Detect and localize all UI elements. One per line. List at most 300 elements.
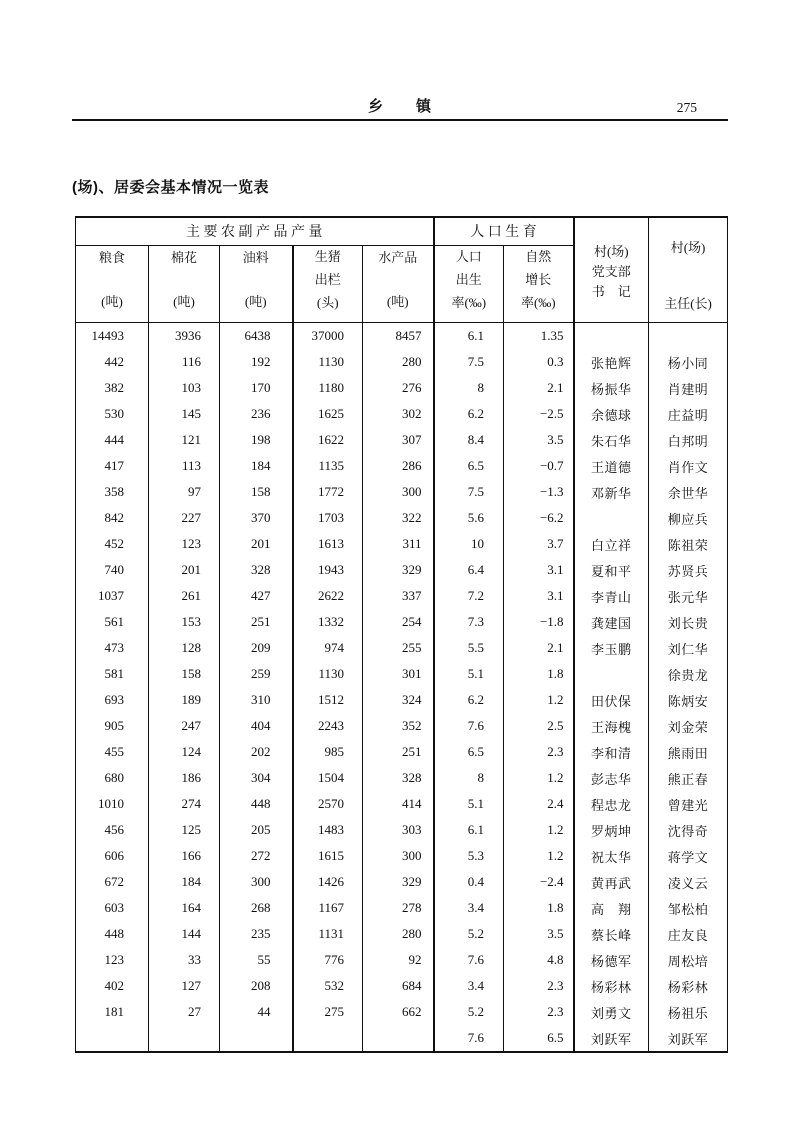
cell-value: 2.1 (504, 375, 574, 401)
table-row (76, 479, 728, 505)
cell-value: 304 (220, 765, 293, 791)
cell-name: 蔡长峰 (574, 921, 649, 947)
cell-value: 1625 (293, 401, 363, 427)
cell-value: 247 (149, 713, 220, 739)
cell-value: 124 (149, 739, 220, 765)
cell-name: 刘金荣 (649, 713, 728, 739)
cell-name (574, 661, 649, 687)
table-row (76, 531, 728, 557)
cell-name: 周松培 (649, 947, 728, 973)
cell-value: 4.8 (504, 947, 574, 973)
cell-value: 125 (149, 817, 220, 843)
cell-value: 236 (220, 401, 293, 427)
cell-name: 曾建光 (649, 791, 728, 817)
header-line: 率(‰) (451, 294, 487, 310)
header-line: 水产品 (378, 249, 418, 265)
cell-value: 693 (76, 687, 149, 713)
cell-value: 414 (363, 791, 434, 817)
cell-value: 184 (149, 869, 220, 895)
col-header-director (649, 217, 728, 323)
cell-value: 1.2 (504, 817, 574, 843)
cell-value: 606 (76, 843, 149, 869)
cell-name: 邓新华 (574, 479, 649, 505)
cell-value: 442 (76, 349, 149, 375)
cell-value: 1483 (293, 817, 363, 843)
cell-value: 444 (76, 427, 149, 453)
header-rule (72, 119, 728, 121)
cell-value: 530 (76, 401, 149, 427)
cell-value: 301 (363, 661, 434, 687)
village-stats-table (75, 216, 728, 1053)
cell-value (363, 1025, 434, 1052)
cell-value: 1.35 (504, 323, 574, 350)
cell-value: 3.1 (504, 557, 574, 583)
table-row (76, 999, 728, 1025)
cell-value: 2.3 (504, 999, 574, 1025)
table-row (76, 739, 728, 765)
cell-value: 5.1 (434, 791, 504, 817)
cell-name: 杨德军 (574, 947, 649, 973)
cell-value: 158 (220, 479, 293, 505)
cell-value: 740 (76, 557, 149, 583)
cell-value: 1703 (293, 505, 363, 531)
cell-value: 3.4 (434, 895, 504, 921)
cell-value: 261 (149, 583, 220, 609)
cell-name: 刘长贵 (649, 609, 728, 635)
cell-value: 581 (76, 661, 149, 687)
cell-value: 662 (363, 999, 434, 1025)
page-number: 275 (676, 100, 697, 115)
cell-value: 123 (76, 947, 149, 973)
cell-value: 153 (149, 609, 220, 635)
table-row (76, 765, 728, 791)
cell-value: 382 (76, 375, 149, 401)
cell-value: 3.7 (504, 531, 574, 557)
cell-value: 2.1 (504, 635, 574, 661)
table-row (76, 687, 728, 713)
cell-value: 8457 (363, 323, 434, 350)
cell-value: 8 (434, 765, 504, 791)
cell-value: 2.4 (504, 791, 574, 817)
cell-value: −6.2 (504, 505, 574, 531)
cell-name: 罗炳坤 (574, 817, 649, 843)
cell-name: 陈炳安 (649, 687, 728, 713)
header-line: 率(‰) (520, 294, 556, 310)
cell-value: 322 (363, 505, 434, 531)
cell-value: 37000 (293, 323, 363, 350)
table-row (76, 375, 728, 401)
cell-value: 121 (149, 427, 220, 453)
col-header-grain (76, 245, 149, 322)
cell-name: 杨振华 (574, 375, 649, 401)
cell-value: 328 (220, 557, 293, 583)
cell-value: 2622 (293, 583, 363, 609)
cell-value: 1180 (293, 375, 363, 401)
cell-value: 27 (149, 999, 220, 1025)
cell-value: 329 (363, 869, 434, 895)
cell-value: 358 (76, 479, 149, 505)
cell-value: 116 (149, 349, 220, 375)
cell-name: 王海槐 (574, 713, 649, 739)
cell-value: 280 (363, 921, 434, 947)
table-row (76, 505, 728, 531)
cell-value: 5.6 (434, 505, 504, 531)
cell-name: 程忠龙 (574, 791, 649, 817)
table-header (76, 217, 728, 323)
cell-value: 235 (220, 921, 293, 947)
cell-name: 杨祖乐 (649, 999, 728, 1025)
cell-name: 庄友良 (649, 921, 728, 947)
cell-value: 202 (220, 739, 293, 765)
cell-value: 404 (220, 713, 293, 739)
cell-value: 300 (220, 869, 293, 895)
cell-name: 徐贵龙 (649, 661, 728, 687)
cell-name: 沈得奇 (649, 817, 728, 843)
cell-value: 276 (363, 375, 434, 401)
cell-value: 974 (293, 635, 363, 661)
cell-value: 310 (220, 687, 293, 713)
cell-name (649, 323, 728, 350)
cell-value: 6438 (220, 323, 293, 350)
cell-name: 苏贤兵 (649, 557, 728, 583)
cell-value: 7.6 (434, 947, 504, 973)
header-line: 村(场) (670, 240, 706, 255)
cell-value: 166 (149, 843, 220, 869)
cell-value: 2243 (293, 713, 363, 739)
table-row (76, 583, 728, 609)
cell-name: 杨彩林 (574, 973, 649, 999)
cell-value: 103 (149, 375, 220, 401)
cell-value: 6.2 (434, 401, 504, 427)
cell-name: 田伏保 (574, 687, 649, 713)
header-line: 棉花 (170, 249, 197, 265)
cell-value: 7.6 (434, 1025, 504, 1052)
cell-value: 170 (220, 375, 293, 401)
cell-value: 209 (220, 635, 293, 661)
table-row (76, 973, 728, 999)
cell-value: 2.5 (504, 713, 574, 739)
header-line: 人口 (455, 248, 482, 264)
cell-name: 祝太华 (574, 843, 649, 869)
table-row (76, 557, 728, 583)
cell-value: 905 (76, 713, 149, 739)
cell-name: 张元华 (649, 583, 728, 609)
cell-value: 427 (220, 583, 293, 609)
cell-value: 1943 (293, 557, 363, 583)
cell-value: 181 (76, 999, 149, 1025)
cell-value: 1512 (293, 687, 363, 713)
cell-value: 145 (149, 401, 220, 427)
cell-value: 128 (149, 635, 220, 661)
cell-value: 274 (149, 791, 220, 817)
cell-value: 33 (149, 947, 220, 973)
cell-value: −1.8 (504, 609, 574, 635)
cell-value: 5.2 (434, 999, 504, 1025)
cell-value: 370 (220, 505, 293, 531)
cell-name: 肖建明 (649, 375, 728, 401)
cell-value: 300 (363, 843, 434, 869)
cell-value: 2570 (293, 791, 363, 817)
table-row (76, 635, 728, 661)
cell-value (149, 1025, 220, 1052)
cell-value: 3.5 (504, 427, 574, 453)
table-row (76, 349, 728, 375)
header-line: (吨) (101, 293, 123, 309)
cell-value: 1.2 (504, 843, 574, 869)
cell-value: 6.5 (434, 453, 504, 479)
cell-value: 6.1 (434, 323, 504, 350)
cell-name: 余世华 (649, 479, 728, 505)
cell-value: 302 (363, 401, 434, 427)
cell-value: −0.7 (504, 453, 574, 479)
cell-value: 6.1 (434, 817, 504, 843)
table-row (76, 1025, 728, 1052)
col-header-aquatic (363, 245, 434, 322)
cell-value: 280 (363, 349, 434, 375)
table-row (76, 921, 728, 947)
cell-value: 8.4 (434, 427, 504, 453)
cell-value: 324 (363, 687, 434, 713)
cell-value: 3.1 (504, 583, 574, 609)
cell-value: 7.3 (434, 609, 504, 635)
table-row (76, 895, 728, 921)
cell-value: 227 (149, 505, 220, 531)
cell-value: 311 (363, 531, 434, 557)
cell-value: 352 (363, 713, 434, 739)
cell-name (574, 505, 649, 531)
cell-value: 2.3 (504, 739, 574, 765)
cell-value (293, 1025, 363, 1052)
cell-value: 448 (220, 791, 293, 817)
header-line: 出生 (455, 271, 482, 287)
cell-value: 286 (363, 453, 434, 479)
cell-value: 113 (149, 453, 220, 479)
cell-value: 307 (363, 427, 434, 453)
cell-value: 1010 (76, 791, 149, 817)
cell-value: 127 (149, 973, 220, 999)
cell-value: 1130 (293, 661, 363, 687)
col-header-secretary (574, 217, 649, 323)
cell-value: 337 (363, 583, 434, 609)
cell-name: 张艳辉 (574, 349, 649, 375)
cell-name: 李玉鹏 (574, 635, 649, 661)
cell-value: 1615 (293, 843, 363, 869)
header-line: 出栏 (314, 271, 341, 287)
cell-value: −1.3 (504, 479, 574, 505)
cell-value: 455 (76, 739, 149, 765)
cell-name: 陈祖荣 (649, 531, 728, 557)
cell-value: 275 (293, 999, 363, 1025)
group-header-products: 主 要 农 副 产 品 产 量 (76, 217, 434, 245)
cell-value: 2.3 (504, 973, 574, 999)
col-header-growth-rate (504, 245, 574, 322)
header-line: 党支部 (591, 264, 631, 279)
cell-value: 6.4 (434, 557, 504, 583)
cell-value: 186 (149, 765, 220, 791)
header-line: 增长 (525, 271, 552, 287)
cell-name: 李和清 (574, 739, 649, 765)
cell-value: 3.4 (434, 973, 504, 999)
cell-value: 192 (220, 349, 293, 375)
cell-name: 夏和平 (574, 557, 649, 583)
cell-name: 李青山 (574, 583, 649, 609)
header-line: 油料 (242, 249, 269, 265)
cell-value: 205 (220, 817, 293, 843)
cell-value: 278 (363, 895, 434, 921)
cell-value: 1.2 (504, 687, 574, 713)
cell-value: 10 (434, 531, 504, 557)
cell-name: 邹松柏 (649, 895, 728, 921)
table-row (76, 869, 728, 895)
table-row (76, 427, 728, 453)
cell-value: 303 (363, 817, 434, 843)
cell-value: −2.5 (504, 401, 574, 427)
cell-value: 5.3 (434, 843, 504, 869)
table-row (76, 713, 728, 739)
running-head-title: 乡 镇 (367, 99, 432, 115)
header-line: 粮食 (98, 249, 125, 265)
cell-value: 452 (76, 531, 149, 557)
cell-name: 刘勇文 (574, 999, 649, 1025)
table-title: (场)、居委会基本情况一览表 (72, 179, 269, 196)
table-row (76, 791, 728, 817)
cell-name: 黄再武 (574, 869, 649, 895)
cell-value: 251 (220, 609, 293, 635)
cell-value: 255 (363, 635, 434, 661)
table-row (76, 661, 728, 687)
cell-name (574, 323, 649, 350)
cell-value: 776 (293, 947, 363, 973)
cell-value: 1772 (293, 479, 363, 505)
col-header-oil (220, 245, 293, 322)
cell-value: 123 (149, 531, 220, 557)
header-line: (吨) (244, 293, 267, 309)
cell-value: 448 (76, 921, 149, 947)
group-header-population: 人 口 生 育 (434, 217, 574, 245)
cell-value (220, 1025, 293, 1052)
table-row (76, 401, 728, 427)
cell-value: 561 (76, 609, 149, 635)
cell-value: 1.8 (504, 661, 574, 687)
cell-value: 189 (149, 687, 220, 713)
cell-value: 144 (149, 921, 220, 947)
table-row (76, 609, 728, 635)
table-row (76, 323, 728, 350)
cell-value: 1332 (293, 609, 363, 635)
cell-value: 329 (363, 557, 434, 583)
cell-value: 5.5 (434, 635, 504, 661)
table-row (76, 947, 728, 973)
header-line: 生猪 (314, 248, 341, 264)
cell-value: 55 (220, 947, 293, 973)
cell-value: 5.2 (434, 921, 504, 947)
header-line: (吨) (173, 293, 195, 309)
cell-name: 刘仁华 (649, 635, 728, 661)
cell-value: 254 (363, 609, 434, 635)
cell-value: 1622 (293, 427, 363, 453)
cell-value: 201 (149, 557, 220, 583)
header-line: 村(场) (593, 244, 629, 259)
cell-value: 251 (363, 739, 434, 765)
cell-value: −2.4 (504, 869, 574, 895)
cell-value: 7.5 (434, 349, 504, 375)
cell-value: 1037 (76, 583, 149, 609)
cell-value: 164 (149, 895, 220, 921)
cell-value: 1504 (293, 765, 363, 791)
cell-value: 456 (76, 817, 149, 843)
cell-name: 杨彩林 (649, 973, 728, 999)
cell-value: 532 (293, 973, 363, 999)
cell-value (76, 1025, 149, 1052)
group-header-row (76, 217, 728, 245)
cell-name: 蒋学文 (649, 843, 728, 869)
cell-name: 庄益明 (649, 401, 728, 427)
header-line: 主任(长) (664, 296, 712, 311)
table-row (76, 453, 728, 479)
running-head (72, 98, 728, 116)
cell-name: 肖作文 (649, 453, 728, 479)
cell-value: 603 (76, 895, 149, 921)
cell-value: 680 (76, 765, 149, 791)
cell-value: 985 (293, 739, 363, 765)
cell-value: 672 (76, 869, 149, 895)
cell-value: 684 (363, 973, 434, 999)
cell-value: 7.5 (434, 479, 504, 505)
cell-name: 杨小同 (649, 349, 728, 375)
cell-value: 3936 (149, 323, 220, 350)
cell-value: 1.8 (504, 895, 574, 921)
cell-value: 198 (220, 427, 293, 453)
cell-value: 473 (76, 635, 149, 661)
cell-name: 刘跃军 (574, 1025, 649, 1052)
cell-name: 彭志华 (574, 765, 649, 791)
cell-value: 97 (149, 479, 220, 505)
cell-value: 268 (220, 895, 293, 921)
cell-value: 1130 (293, 349, 363, 375)
col-header-birth-rate (434, 245, 504, 322)
cell-value: 1131 (293, 921, 363, 947)
cell-name: 熊雨田 (649, 739, 728, 765)
cell-value: 3.5 (504, 921, 574, 947)
cell-value: 6.5 (434, 739, 504, 765)
col-header-cotton (149, 245, 220, 322)
cell-value: 8 (434, 375, 504, 401)
cell-value: 842 (76, 505, 149, 531)
cell-value: 0.4 (434, 869, 504, 895)
cell-value: 44 (220, 999, 293, 1025)
cell-value: 7.6 (434, 713, 504, 739)
cell-name: 朱石华 (574, 427, 649, 453)
cell-name: 龚建国 (574, 609, 649, 635)
cell-value: 14493 (76, 323, 149, 350)
cell-name: 高 翔 (574, 895, 649, 921)
cell-value: 7.2 (434, 583, 504, 609)
cell-name: 王道德 (574, 453, 649, 479)
cell-name: 熊正春 (649, 765, 728, 791)
cell-name: 白邦明 (649, 427, 728, 453)
cell-value: 1613 (293, 531, 363, 557)
cell-name: 余德球 (574, 401, 649, 427)
col-header-pigs (293, 245, 363, 322)
table-body (76, 323, 728, 1053)
cell-value: 5.1 (434, 661, 504, 687)
cell-value: 208 (220, 973, 293, 999)
cell-value: 300 (363, 479, 434, 505)
cell-value: 328 (363, 765, 434, 791)
table-row (76, 843, 728, 869)
cell-name: 凌义云 (649, 869, 728, 895)
cell-value: 402 (76, 973, 149, 999)
